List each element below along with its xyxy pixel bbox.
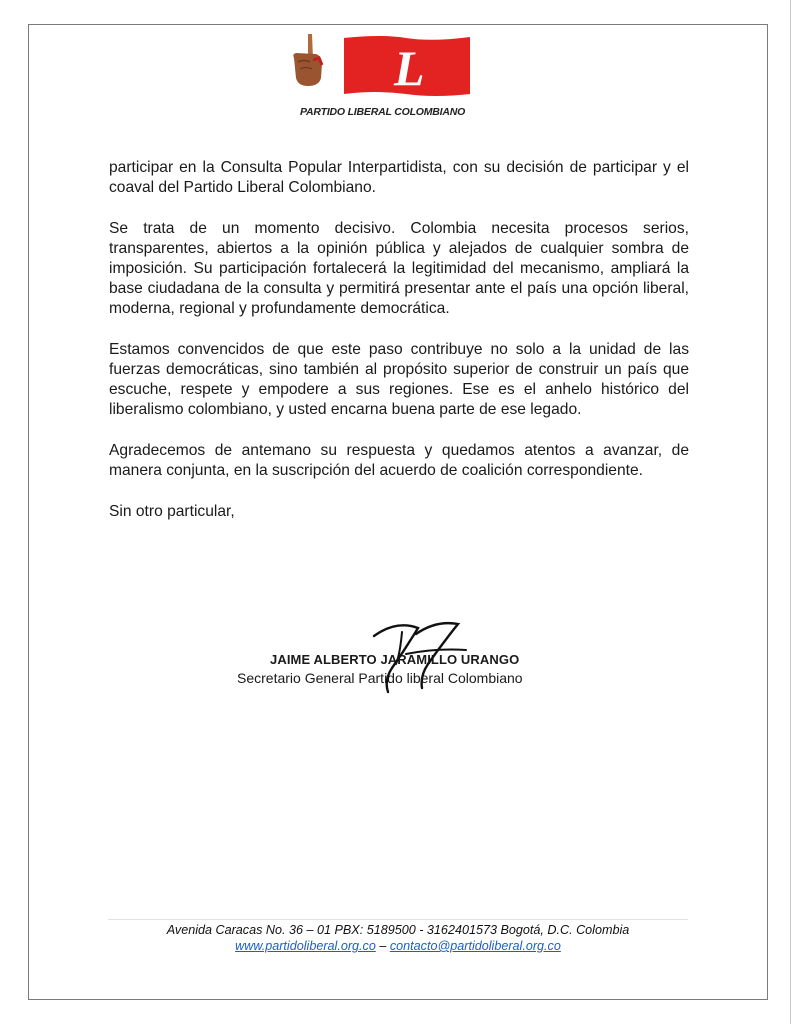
footer-divider [108,919,688,920]
paragraph-3: Estamos convencidos de que este paso contribuye no solo a la unidad de las fuerzas democráticas, sino también al propósito superior de construir un país que escuche, respete y empodere a sus regiones. Ese es el anhelo histórico del liberalismo colombiano, y usted encarna buena parte de ese legado. [109,341,689,418]
website-link[interactable]: www.partidoliberal.org.co [235,939,376,953]
footer-links [108,938,688,954]
handwritten-signature-icon [366,614,476,696]
paragraph-1: participar en la Consulta Popular Interpartidista, con su decisión de participar y el coaval del Partido Liberal Colombiano. [109,159,689,196]
party-logo [286,30,476,120]
raised-hand-icon [286,32,326,88]
paragraph-4: Agradecemos de antemano su respuesta y quedamos atentos a avanzar, de manera conjunta, en la suscripción del acuerdo de coalición correspondiente. [109,442,689,479]
paragraph-2: Se trata de un momento decisivo. Colombia necesita procesos serios, transparentes, abiertos a la opinión pública y alejados de cualquier sombra de imposición. Su participación fortalecerá la legitimidad del mecanismo, ampliará la base ciudadana de la consulta y permitirá presentar ante el país una opción liberal, moderna, regional y profundamente democrática. [109,220,689,317]
link-separator: – [379,939,387,953]
closing-line: Sin otro particular, [109,503,235,520]
letter-body [109,158,689,543]
footer-address: Avenida Caracas No. 36 – 01 PBX: 5189500 - 3162401573 Bogotá, D.C. Colombia [166,923,630,937]
party-name: PARTIDO LIBERAL COLOMBIANO [300,106,466,118]
signer-role: Secretario General Partido liberal Colombiano [237,670,523,686]
liberal-flag-icon [342,34,472,98]
signer-name: JAIME ALBERTO JARAMILLO URANGO [270,652,520,667]
email-link[interactable]: contacto@partidoliberal.org.co [389,939,561,953]
footer [108,922,688,954]
signature-block [230,614,570,704]
page-edge-divider [790,0,791,1024]
logo-letter: L [394,40,425,96]
